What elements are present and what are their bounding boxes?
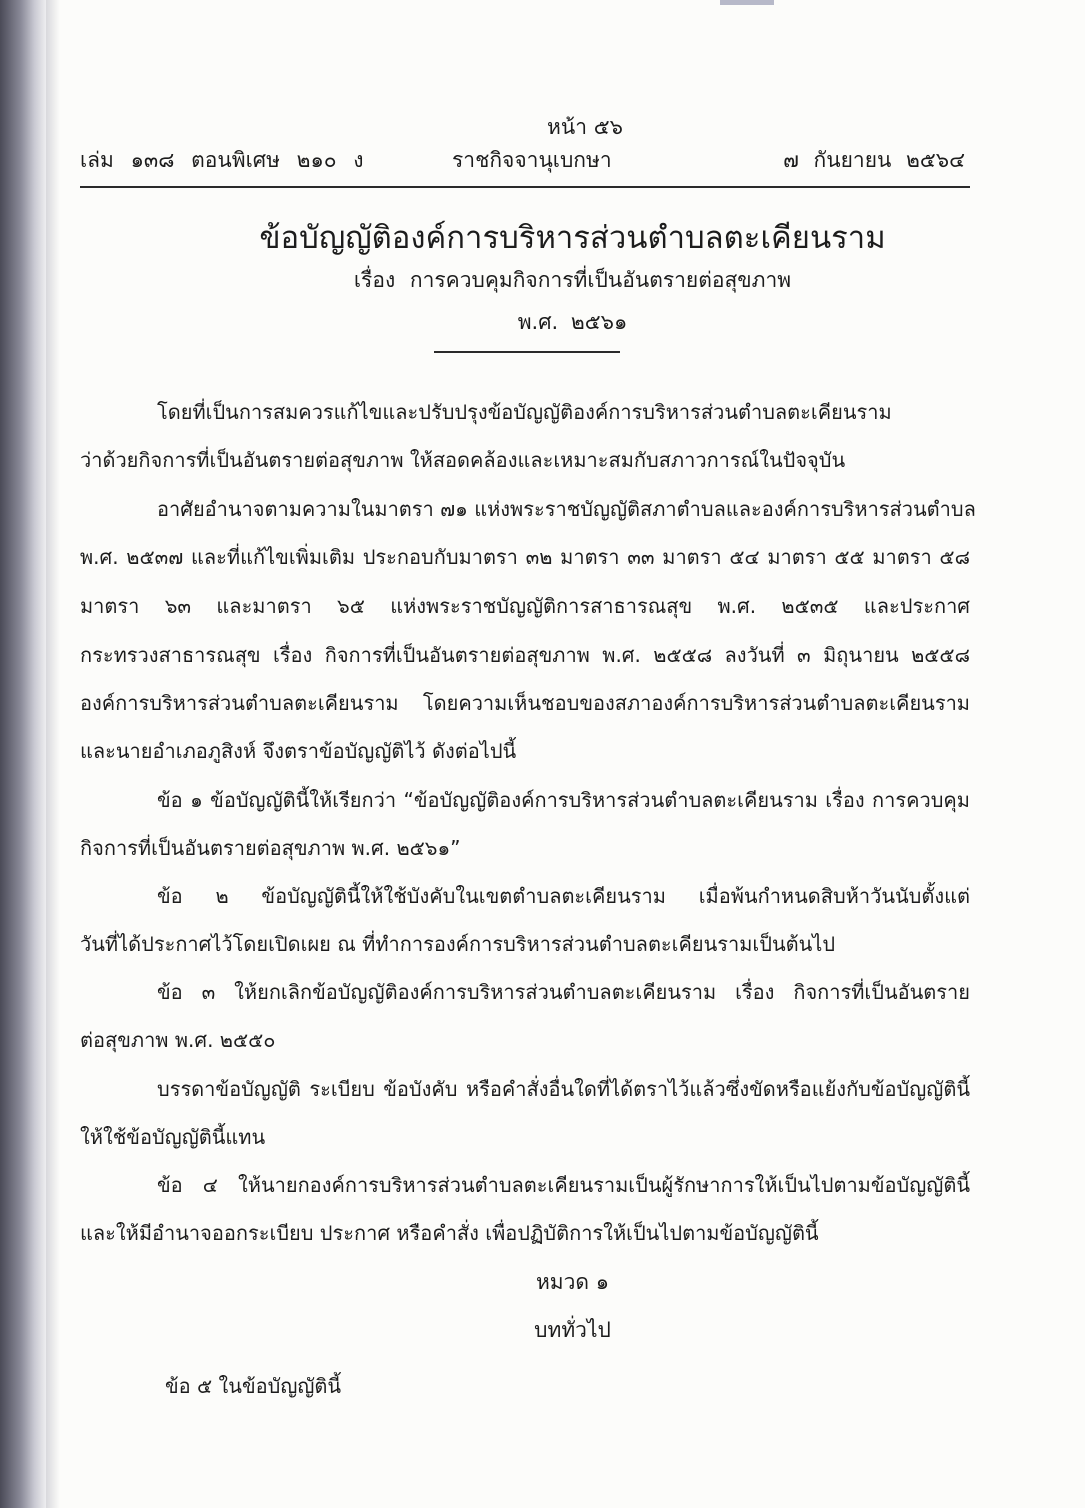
chapter-title: บททั่วไป [534,1318,611,1342]
clause-1-line: ข้อ ๑ ข้อบัญญัตินี้ให้เรียกว่า “ข้อบัญญัติองค์การบริหารส่วนตำบลตะเคียนราม เรื่อง การควบคุม [157,788,970,812]
paragraph-line: ว่าด้วยกิจการที่เป็นอันตรายต่อสุขภาพ ให้สอดคล้องและเหมาะสมกับสภาวการณ์ในปัจจุบัน [80,448,846,472]
page-gutter-shadow [46,0,60,1508]
paragraph-line: องค์การบริหารส่วนตำบลตะเคียนราม โดยความเห็นชอบของสภาองค์การบริหารส่วนตำบลตะเคียนราม [80,691,970,715]
clause-2-line: ข้อ ๒ ข้อบัญญัตินี้ให้ใช้บังคับในเขตตำบลตะเคียนราม เมื่อพ้นกำหนดสิบห้าวันนับตั้งแต่ [157,884,970,908]
chapter-number: หมวด ๑ [535,1270,610,1294]
title-rule [434,351,620,353]
header-rule [80,186,970,188]
paragraph-line: ให้ใช้ข้อบัญญัตินี้แทน [80,1125,266,1149]
paragraph-line: มาตรา ๖๓ และมาตรา ๖๕ แห่งพระราชบัญญัติการสาธารณสุข พ.ศ. ๒๕๓๕ และประกาศ [80,594,970,618]
paragraph-line: กระทรวงสาธารณสุข เรื่อง กิจการที่เป็นอันตรายต่อสุขภาพ พ.ศ. ๒๕๕๘ ลงวันที่ ๓ มิถุนายน ๒๕๕๘ [80,643,970,667]
page-number: หน้า ๕๖ [547,115,623,139]
clause-3-line: ต่อสุขภาพ พ.ศ. ๒๕๕๐ [80,1028,276,1052]
paragraph-line: โดยที่เป็นการสมควรแก้ไขและปรับปรุงข้อบัญญัติองค์การบริหารส่วนตำบลตะเคียนราม [157,400,892,424]
paragraph-line: และนายอำเภอภูสิงห์ จึงตราข้อบัญญัติไว้ ดังต่อไปนี้ [80,739,517,763]
paragraph-line: อาศัยอำนาจตามความในมาตรา ๗๑ แห่งพระราชบัญญัติสภาตำบลและองค์การบริหารส่วนตำบล [157,497,976,521]
document-year: พ.ศ. ๒๕๖๑ [517,310,628,334]
publication-date: ๗ กันยายน ๒๕๖๔ [783,148,965,172]
document-subject: เรื่อง การควบคุมกิจการที่เป็นอันตรายต่อสุขภาพ [353,268,792,292]
paragraph-line: พ.ศ. ๒๕๓๗ และที่แก้ไขเพิ่มเติม ประกอบกับมาตรา ๓๒ มาตรา ๓๓ มาตรา ๕๔ มาตรา ๕๕ มาตรา ๕๘ [80,545,970,569]
book-spine-shadow [0,0,46,1508]
clause-2-line: วันที่ได้ประกาศไว้โดยเปิดเผย ณ ที่ทำการองค์การบริหารส่วนตำบลตะเคียนรามเป็นต้นไป [80,932,836,956]
clause-1-line: กิจการที่เป็นอันตรายต่อสุขภาพ พ.ศ. ๒๕๖๑” [80,836,461,860]
clause-3-line: ข้อ ๓ ให้ยกเลิกข้อบัญญัติองค์การบริหารส่วนตำบลตะเคียนราม เรื่อง กิจการที่เป็นอันตราย [157,980,970,1004]
paragraph-line: บรรดาข้อบัญญัติ ระเบียบ ข้อบังคับ หรือคำสั่งอื่นใดที่ได้ตราไว้แล้วซึ่งขัดหรือแย้งกับข้อบัญญัตินี้ [157,1077,970,1101]
gazette-name: ราชกิจจานุเบกษา [452,148,612,172]
clause-4-line: ข้อ ๔ ให้นายกองค์การบริหารส่วนตำบลตะเคียนรามเป็นผู้รักษาการให้เป็นไปตามข้อบัญญัตินี้ [157,1173,970,1197]
clause-4-line: และให้มีอำนาจออกระเบียบ ประกาศ หรือคำสั่ง เพื่อปฏิบัติการให้เป็นไปตามข้อบัญญัตินี้ [80,1221,819,1245]
volume-info: เล่ม ๑๓๘ ตอนพิเศษ ๒๑๐ ง [80,148,364,172]
clause-5-line: ข้อ ๕ ในข้อบัญญัตินี้ [165,1374,342,1398]
document-page [60,0,1085,1508]
document-title: ข้อบัญญัติองค์การบริหารส่วนตำบลตะเคียนราม [259,220,886,256]
